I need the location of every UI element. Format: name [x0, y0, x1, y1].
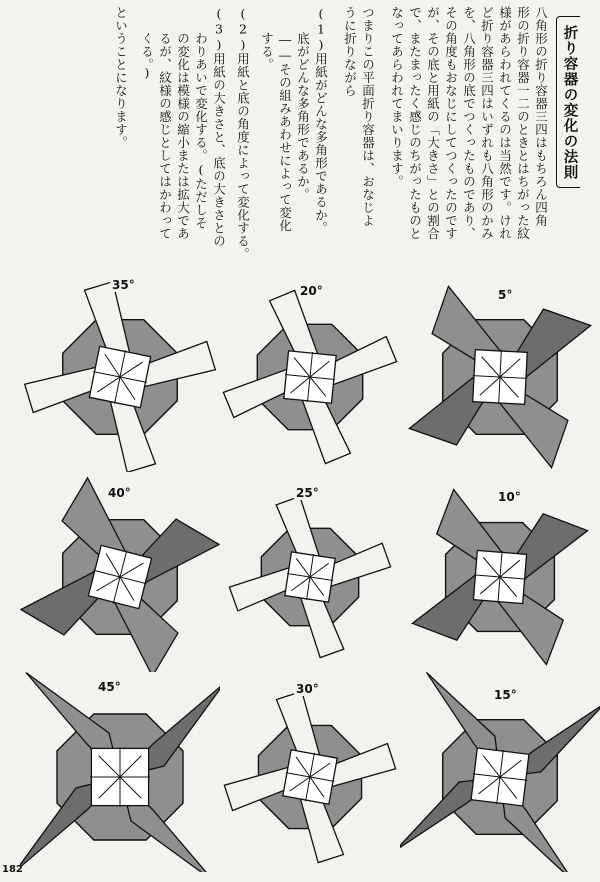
angle-label: 20°	[300, 284, 323, 298]
section-heading	[556, 16, 580, 188]
list-item: くる。)	[139, 32, 155, 81]
list-item: 底がどんな多角形であるか。	[295, 32, 311, 201]
fold-diagram	[20, 472, 220, 672]
paragraph-line: 八角形の折り容器三四はもちろん四角	[533, 6, 549, 227]
fold-diagram-svg	[20, 672, 220, 872]
list-item: (3)用紙の大きさと、底の大きさとの	[211, 6, 227, 248]
fold-diagram	[20, 672, 220, 872]
angle-label: 5°	[498, 288, 513, 302]
paragraph-line: つまりこの平面折り容器は、おなじよ	[360, 6, 376, 227]
list-item: する。	[259, 32, 275, 71]
paragraph-line: で、またまったく感じのちがったものと	[407, 6, 423, 240]
list-item: (2)用紙と底の角度によって変化する。	[235, 6, 251, 261]
fold-diagram-svg	[20, 472, 220, 672]
fold-diagram-svg	[20, 272, 220, 472]
fold-diagram	[400, 272, 600, 472]
angle-label: 40°	[108, 486, 131, 500]
paragraph-line: ど折り容器三四はいずれも八角形のかみ	[479, 6, 495, 240]
list-item: (1)用紙がどんな多角形であるか。	[313, 6, 329, 235]
fold-diagram	[210, 472, 410, 672]
paragraph-line: が、その底と用紙の「大きさ」との割合	[425, 6, 441, 240]
fold-diagram-svg	[400, 672, 600, 872]
paragraph-line: その角度もおなじにしてつくったのです	[443, 6, 459, 240]
angle-label: 35°	[112, 278, 135, 292]
page-number: 182	[2, 864, 23, 875]
list-item: わりあいで変化する。(ただしそ	[193, 32, 209, 230]
angle-label: 30°	[296, 682, 319, 696]
section-heading-text: 折り容器の変化の法則	[561, 25, 578, 180]
angle-label: 45°	[98, 680, 121, 694]
fold-diagram-svg	[210, 272, 410, 472]
fold-diagram	[210, 672, 410, 872]
fold-diagram	[210, 272, 410, 472]
paragraph-line: なってあらわれてまいります。	[389, 6, 405, 188]
fold-diagram	[400, 672, 600, 872]
fold-diagram-svg	[400, 272, 600, 472]
paragraph-line: 形の折り容器一二のときとはちがった紋	[515, 6, 531, 240]
fold-diagram-svg	[210, 672, 410, 872]
list-item: の変化は模様の縮小または拡大であ	[175, 32, 191, 240]
list-item: ――その組みあわせによって変化	[277, 32, 293, 232]
diagram-grid	[0, 272, 600, 872]
paragraph-line: 様があらわれてくるのは当然です。けれ	[497, 6, 513, 240]
fold-diagram	[400, 472, 600, 672]
list-item: るが、紋様の感じとしてはかわって	[157, 32, 173, 240]
angle-label: 25°	[296, 486, 319, 500]
paragraph-line: ということになります。	[113, 6, 129, 149]
text-area	[14, 6, 580, 268]
fold-diagram-svg	[210, 472, 410, 672]
fold-diagram	[20, 272, 220, 472]
angle-label: 10°	[498, 490, 521, 504]
paragraph-line: うに折りながら	[342, 6, 358, 97]
paragraph-line: を、八角形の底でつくったものであり、	[461, 6, 477, 240]
angle-label: 15°	[494, 688, 517, 702]
